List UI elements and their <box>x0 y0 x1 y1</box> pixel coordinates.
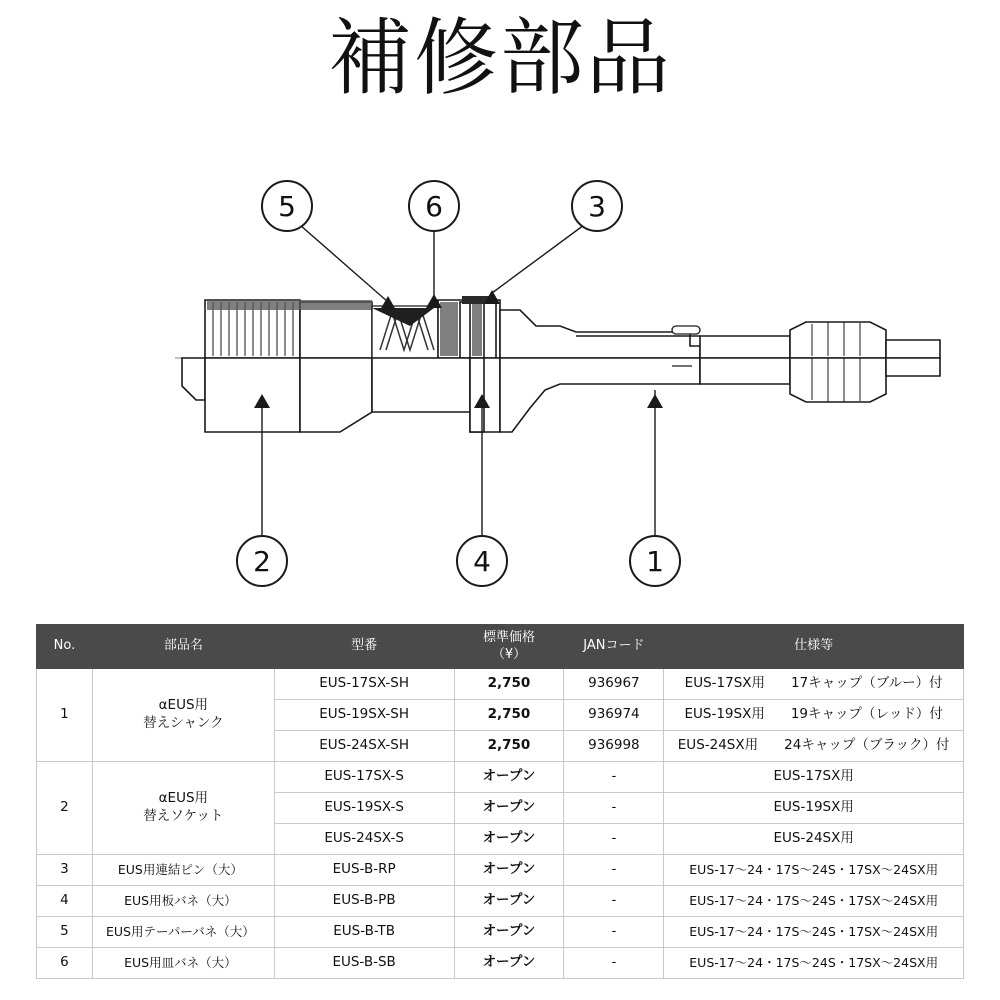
cell-spec: EUS-17〜24・17S〜24S・17SX〜24SX用 <box>664 855 964 886</box>
cell-part-name: EUS用皿バネ（大） <box>92 948 274 979</box>
cell-price: 2,750 <box>454 731 564 762</box>
callout-label-6: 6 <box>425 190 443 223</box>
cell-model: EUS-24SX-S <box>274 824 454 855</box>
cell-jan: - <box>564 762 664 793</box>
cell-model: EUS-17SX-S <box>274 762 454 793</box>
cell-price: オープン <box>454 793 564 824</box>
cell-spec: EUS-17〜24・17S〜24S・17SX〜24SX用 <box>664 948 964 979</box>
cell-spec <box>664 731 964 762</box>
callout-label-3: 3 <box>588 190 606 223</box>
parts-table <box>36 624 964 979</box>
parts-table-wrap <box>36 624 964 979</box>
callout-label-4: 4 <box>473 545 491 578</box>
cell-jan: - <box>564 855 664 886</box>
table-row <box>37 948 964 979</box>
cell-model: EUS-19SX-S <box>274 793 454 824</box>
header-no: No. <box>37 625 93 669</box>
cell-no: 4 <box>37 886 93 917</box>
cell-jan: - <box>564 793 664 824</box>
table-row <box>37 917 964 948</box>
cell-spec <box>664 669 964 700</box>
cell-price: オープン <box>454 762 564 793</box>
cell-part-name: EUS用テーパーバネ（大） <box>92 917 274 948</box>
cell-model: EUS-17SX-SH <box>274 669 454 700</box>
cell-jan: 936967 <box>564 669 664 700</box>
cell-model: EUS-B-TB <box>274 917 454 948</box>
cell-price: オープン <box>454 824 564 855</box>
cell-no: 3 <box>37 855 93 886</box>
cell-jan: 936974 <box>564 700 664 731</box>
table-header-row <box>37 625 964 669</box>
header-price-line1: 標準価格 <box>482 630 535 646</box>
callout-label-1: 1 <box>646 545 664 578</box>
cell-price: オープン <box>454 948 564 979</box>
cell-spec: EUS-17〜24・17S〜24S・17SX〜24SX用 <box>664 917 964 948</box>
cell-jan: - <box>564 948 664 979</box>
cell-part-name <box>92 669 274 762</box>
table-body <box>37 669 964 979</box>
cell-jan: - <box>564 886 664 917</box>
page-title: 補修部品 <box>327 9 672 107</box>
cell-jan: 936998 <box>564 731 664 762</box>
cell-model: EUS-B-PB <box>274 886 454 917</box>
cell-model: EUS-19SX-SH <box>274 700 454 731</box>
header-model: 型番 <box>274 625 454 669</box>
table-row <box>37 855 964 886</box>
header-price <box>454 625 564 669</box>
spec-primary: EUS-19SX用 <box>684 706 765 723</box>
spec-primary: EUS-19SX用 <box>773 799 854 816</box>
cell-price: オープン <box>454 886 564 917</box>
cell-spec <box>664 793 964 824</box>
header-spec: 仕様等 <box>664 625 964 669</box>
header-name: 部品名 <box>92 625 274 669</box>
header-jan: JANコード <box>564 625 664 669</box>
cell-model: EUS-B-SB <box>274 948 454 979</box>
part-name-line1: αEUS用 <box>158 790 209 807</box>
cell-spec <box>664 700 964 731</box>
cell-price: オープン <box>454 855 564 886</box>
spec-secondary: 24キャップ（ブラック）付 <box>784 737 950 754</box>
cell-no: 5 <box>37 917 93 948</box>
cell-part-name: EUS用連結ピン（大） <box>92 855 274 886</box>
spec-primary: EUS-17SX用 <box>684 675 766 692</box>
cell-spec: EUS-17〜24・17S〜24S・17SX〜24SX用 <box>664 886 964 917</box>
part-name-line2: 替えソケット <box>143 808 224 824</box>
cell-price: 2,750 <box>454 669 564 700</box>
part-name-line1: αEUS用 <box>158 697 209 714</box>
cell-price: オープン <box>454 917 564 948</box>
cell-model: EUS-B-RP <box>274 855 454 886</box>
header-price-line2: （¥） <box>491 646 527 662</box>
cell-jan: - <box>564 917 664 948</box>
cell-spec <box>664 762 964 793</box>
spec-primary: EUS-24SX用 <box>773 830 854 847</box>
cell-model: EUS-24SX-SH <box>274 731 454 762</box>
part-name-line2: 替えシャンク <box>143 715 224 731</box>
cell-no: 2 <box>37 762 93 855</box>
cell-part-name <box>92 762 274 855</box>
callout-label-5: 5 <box>278 190 296 223</box>
cell-spec <box>664 824 964 855</box>
cell-part-name: EUS用板バネ（大） <box>92 886 274 917</box>
spec-primary: EUS-24SX用 <box>677 737 759 754</box>
callout-label-2: 2 <box>253 545 271 578</box>
cell-no: 1 <box>37 669 93 762</box>
table-row <box>37 669 964 700</box>
table-row <box>37 762 964 793</box>
cell-price: 2,750 <box>454 700 564 731</box>
spec-primary: EUS-17SX用 <box>773 768 854 785</box>
spec-secondary: 19キャップ（レッド）付 <box>790 706 943 723</box>
parts-diagram <box>0 150 1000 610</box>
table-row <box>37 886 964 917</box>
cell-no: 6 <box>37 948 93 979</box>
cell-jan: - <box>564 824 664 855</box>
spec-secondary: 17キャップ（ブルー）付 <box>791 675 943 692</box>
